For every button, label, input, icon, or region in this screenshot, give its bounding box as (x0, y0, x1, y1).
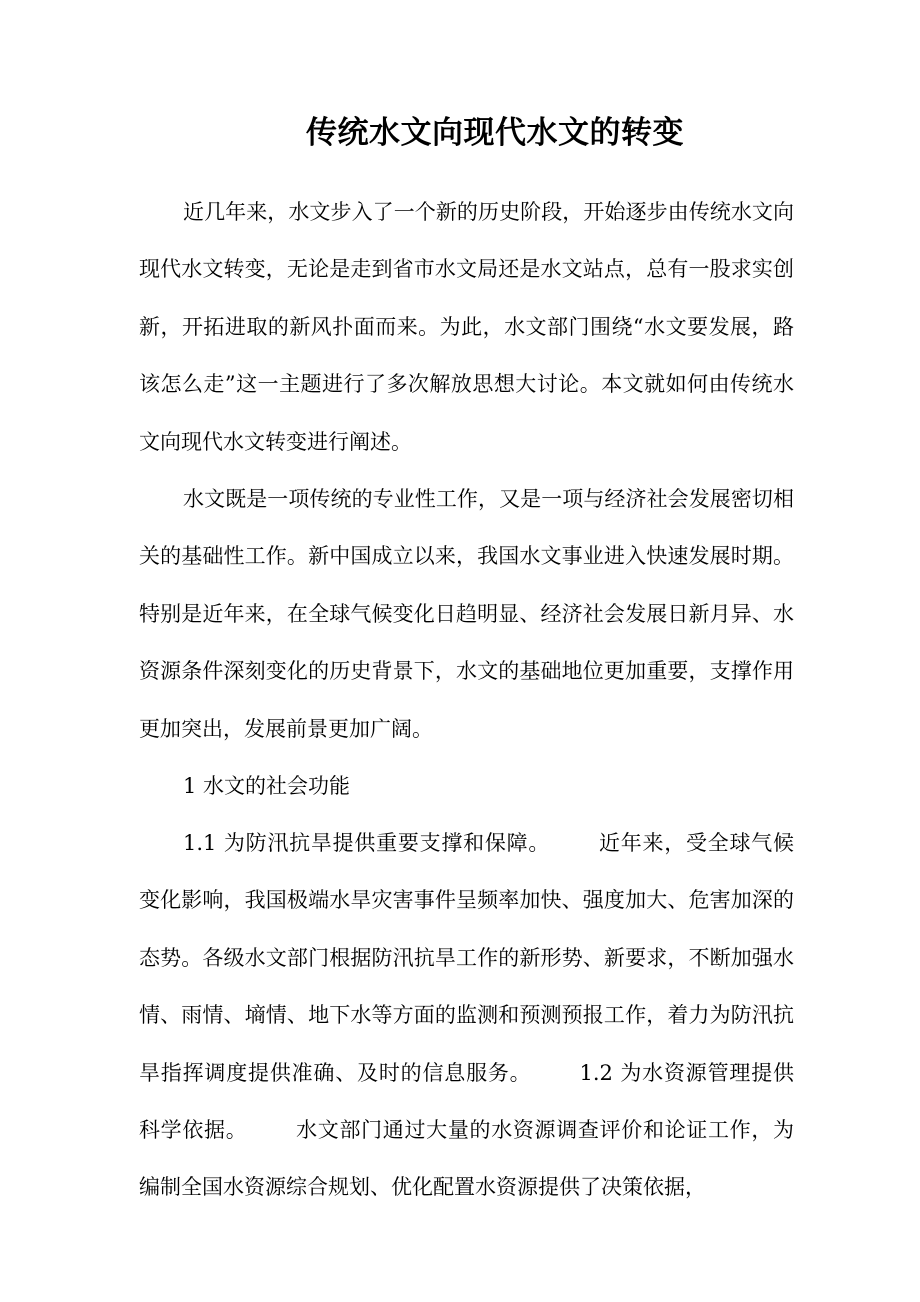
section-heading-1-text: 1 水文的社会功能 (183, 774, 351, 798)
paragraph-background-text: 水文既是一项传统的专业性工作，又是一项与经济社会发展密切相关的基础性工作。新中国成立以来，我国水文事业进入快速发展时期。特别是近年来，在全球气候变化日趋明显、经济社会发展日新月异、水资源条件深刻变化的历史背景下，水文的基础地位更加重要，支撑作用更加突出，发展前景更加广阔。 (139, 487, 794, 741)
section-heading-1 (139, 758, 794, 815)
paragraph-background (139, 471, 794, 758)
section-1-2-heading: 1.2 为水资源管理提供科学依据。 (139, 1060, 794, 1143)
paragraph-intro-text: 近几年来，水文步入了一个新的历史阶段，开始逐步由传统水文向现代水文转变，无论是走到省市水文局还是水文站点，总有一股求实创新，开拓进取的新风扑面而来。为此，水文部门围绕“水文要发展，路该怎么走”这一主题进行了多次解放思想大讨论。本文就如何由传统水文向现代水文转变进行阐述。 (139, 200, 794, 454)
paragraph-section-1-1-text (139, 815, 794, 1217)
paragraph-section-1-1 (139, 815, 794, 1217)
section-1-1-text: 近年来，受全球气候变化影响，我国极端水旱灾害事件呈频率加快、强度加大、危害加深的态势。各级水文部门根据防汛抗旱工作的新形势、新要求，不断加强水情、雨情、墒情、地下水等方面的监测和预测预报工作，着力为防汛抗旱指挥调度提供准确、及时的信息服务。 (139, 831, 794, 1085)
document-title: 传统水文向现代水文的转变 (306, 115, 684, 151)
section-1-1-heading: 1.1 为防汛抗旱提供重要支撑和保障。 (183, 831, 551, 855)
section-1-2-text: 水文部门通过大量的水资源调查评价和论证工作，为编制全国水资源综合规划、优化配置水资源提供了决策依据， (139, 1118, 795, 1200)
paragraph-intro (139, 184, 794, 471)
